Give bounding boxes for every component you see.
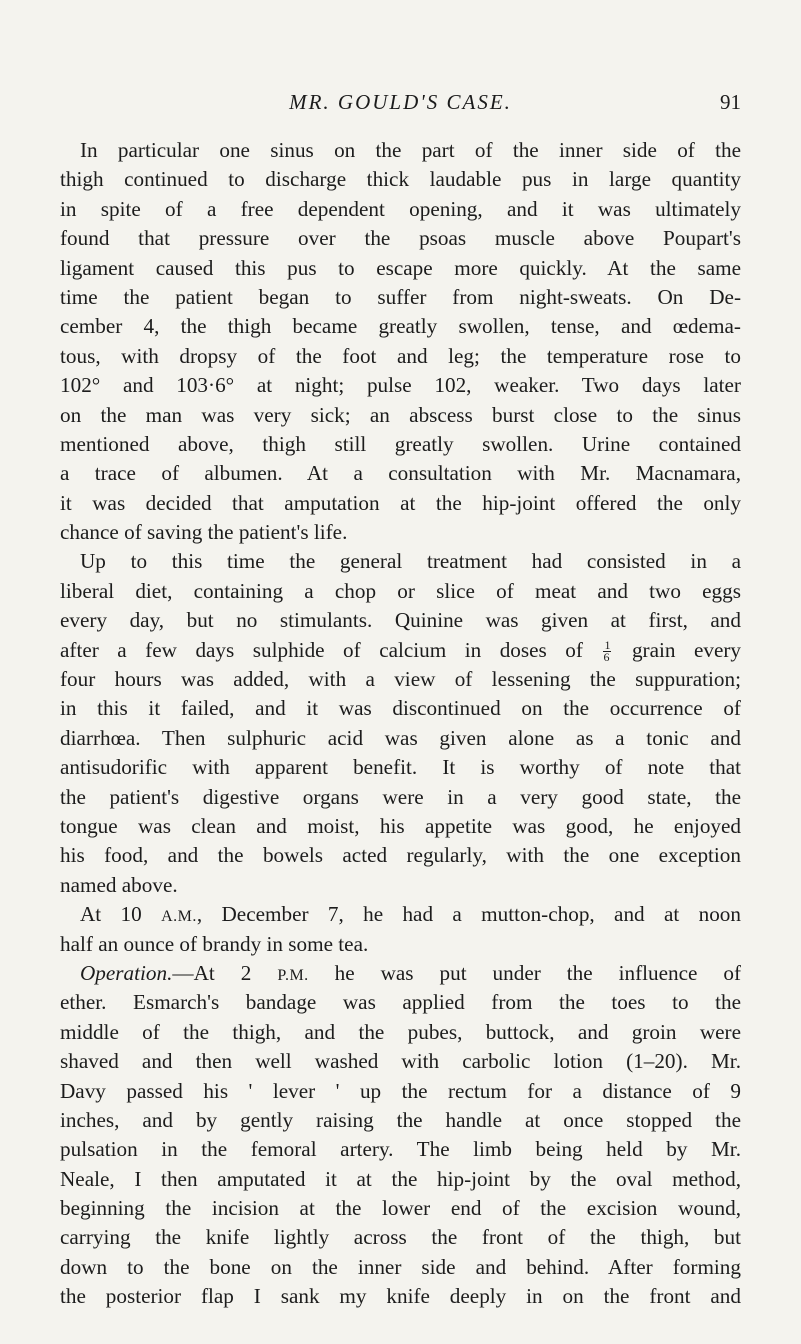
text-line: In particular one sinus on the part of the inner side of the: [80, 138, 741, 162]
text-line: 102° and 103·6° at night; pulse 102, weaker. Two days later: [60, 373, 741, 398]
text-line: beginning the incision at the lower end of the excision wound,: [60, 1196, 741, 1221]
text-line: tongue was clean and moist, his appetite was good, he enjoyed: [60, 813, 741, 838]
text-line: Davy passed his ' lever ' up the rectum for a distance of 9: [60, 1078, 741, 1103]
paragraph-3: [60, 900, 741, 959]
text-line: antisudorific with apparent benefit. It is worthy of note that: [60, 755, 741, 780]
page-number: 91: [720, 90, 741, 114]
text-line: [60, 900, 741, 929]
fraction-numerator: 1: [604, 638, 611, 653]
text-line: four hours was added, with a view of lessening the suppuration;: [60, 667, 741, 692]
text-segment: after a few days sulphide of calcium in doses of: [60, 637, 583, 662]
time-marker: P.M.: [277, 966, 309, 984]
text-segment: —At 2: [172, 960, 252, 985]
text-line: chance of saving the patient's life.: [60, 520, 348, 545]
text-line: it was decided that amputation at the hip-joint offered the only: [60, 490, 741, 515]
body-text: [60, 136, 741, 1312]
text-line: middle of the thigh, and the pubes, buttock, and groin were: [60, 1019, 741, 1044]
text-line: down to the bone on the inner side and behind. After forming: [60, 1254, 741, 1279]
text-segment: At 10: [80, 902, 142, 927]
text-line: his food, and the bowels acted regularly, with the one exception: [60, 843, 741, 868]
text-line: ether. Esmarch's bandage was applied from the toes to the: [60, 990, 741, 1015]
paragraph-4: [60, 959, 741, 1312]
text-line: Neale, I then amputated it at the hip-joint by the oval method,: [60, 1166, 741, 1191]
fraction-denominator: 6: [603, 650, 610, 665]
paragraph-1: [60, 136, 741, 547]
text-line: tous, with dropsy of the foot and leg; the temperature rose to: [60, 343, 741, 368]
text-line: Up to this time the general treatment had consisted in a: [80, 549, 741, 574]
text-line: shaved and then well washed with carbolic lotion (1–20). Mr.: [60, 1049, 741, 1074]
text-line: [60, 959, 741, 988]
text-line: on the man was very sick; an abscess burst close to the sinus: [60, 402, 741, 427]
text-segment: grain every: [631, 637, 741, 662]
text-line: the posterior flap I sank my knife deeply in on the front and: [60, 1284, 741, 1309]
text-line: a trace of albumen. At a consultation with Mr. Macnamara,: [60, 461, 741, 486]
text-line: liberal diet, containing a chop or slice of meat and two eggs: [60, 578, 741, 603]
text-line: every day, but no stimulants. Quinine was given at first, and: [60, 608, 741, 633]
text-line: time the patient began to suffer from night-sweats. On De-: [60, 284, 741, 309]
text-line: in this it failed, and it was discontinued on the occurrence of: [60, 696, 741, 721]
fraction: [603, 640, 611, 663]
text-line: thigh continued to discharge thick laudable pus in large quantity: [60, 167, 741, 192]
text-line: named above.: [60, 872, 178, 897]
text-segment: , December 7, he had a mutton-chop, and at noon: [196, 902, 741, 927]
text-line: inches, and by gently raising the handle at once stopped the: [60, 1107, 741, 1132]
running-head: MR. GOULD'S CASE.: [289, 90, 512, 114]
text-line: found that pressure over the psoas muscle above Poupart's: [60, 226, 741, 251]
paragraph-2: [60, 547, 741, 900]
text-line: ligament caused this pus to escape more quickly. At the same: [60, 255, 741, 280]
section-heading: Operation.: [80, 960, 173, 985]
text-line: carrying the knife lightly across the front of the thigh, but: [60, 1225, 741, 1250]
text-line: cember 4, the thigh became greatly swollen, tense, and œdema-: [60, 314, 741, 339]
text-line: the patient's digestive organs were in a very good state, the: [60, 784, 741, 809]
text-line: half an ounce of brandy in some tea.: [60, 931, 369, 956]
text-line: diarrhœa. Then sulphuric acid was given alone as a tonic and: [60, 725, 741, 750]
text-line: mentioned above, thigh still greatly swollen. Urine contained: [60, 431, 741, 456]
time-marker: A.M.: [161, 908, 197, 926]
text-line-with-fraction: [60, 636, 741, 665]
text-line: in spite of a free dependent opening, and it was ultimately: [60, 196, 741, 221]
text-line: pulsation in the femoral artery. The limb being held by Mr.: [60, 1137, 741, 1162]
page-header: [60, 88, 741, 118]
text-segment: he was put under the influence of: [334, 960, 741, 985]
